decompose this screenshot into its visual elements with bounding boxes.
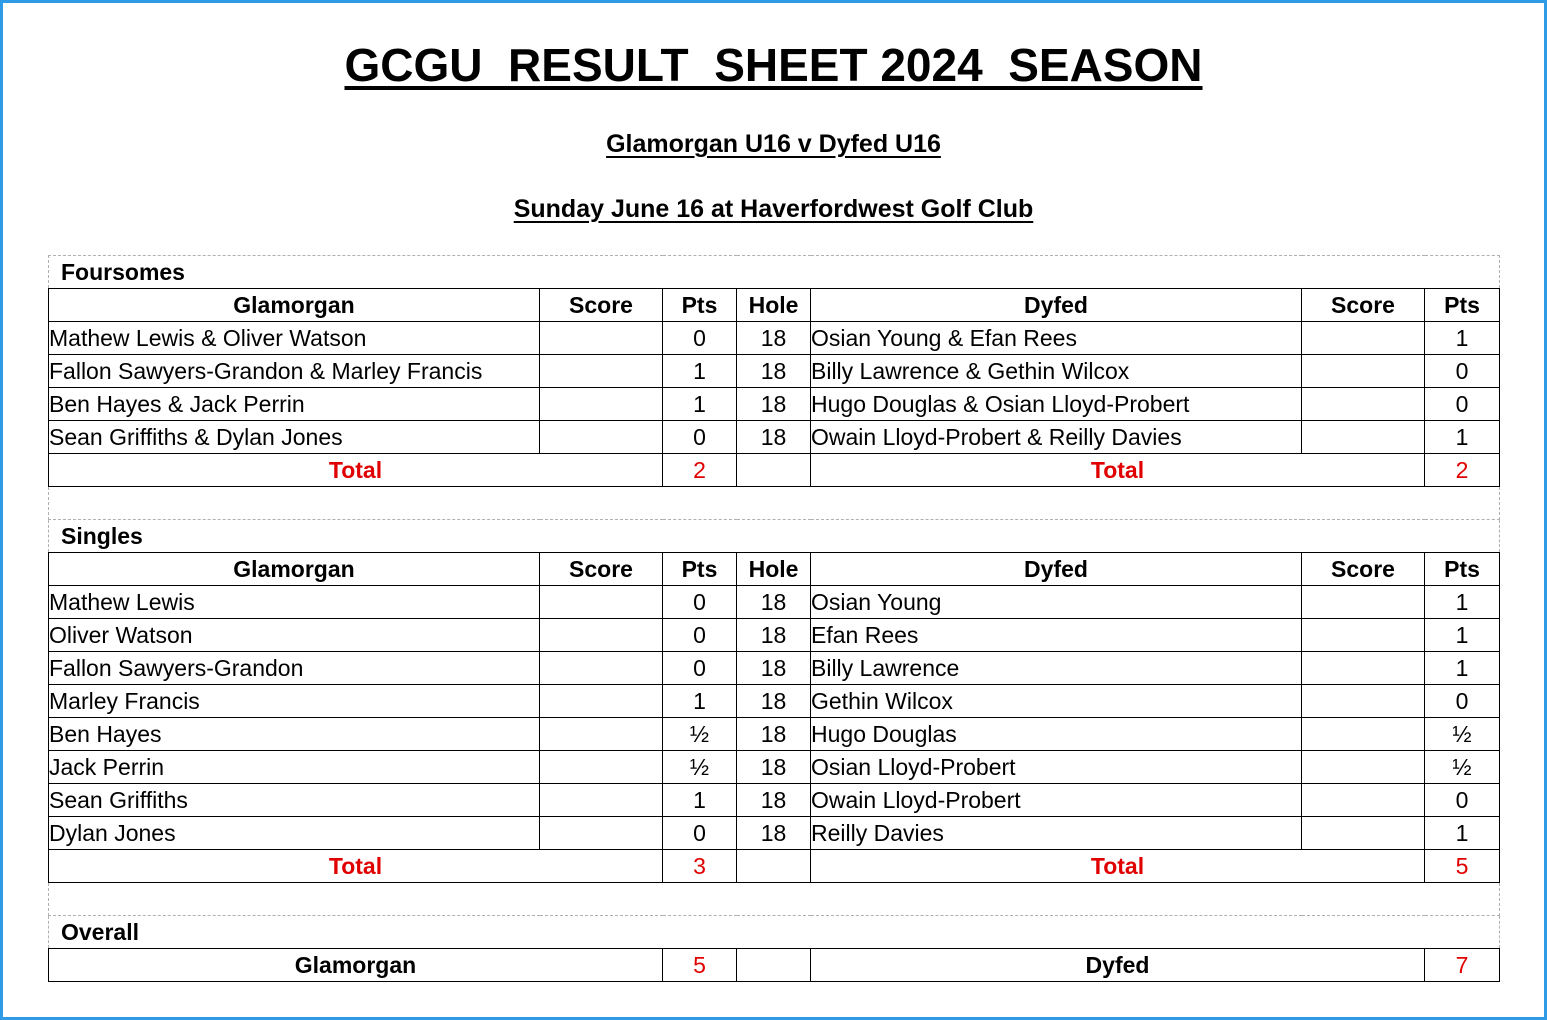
overall-away-team: Dyfed — [811, 949, 1425, 982]
home-pts: 0 — [663, 586, 737, 619]
overall-row — [49, 949, 1500, 982]
away-player: Hugo Douglas — [811, 718, 1302, 751]
home-pts: 1 — [663, 355, 737, 388]
header-away-pts: Pts — [1425, 289, 1500, 322]
home-pts: 0 — [663, 652, 737, 685]
away-player: Osian Lloyd-Probert — [811, 751, 1302, 784]
away-total-pts: 5 — [1425, 850, 1500, 883]
foursomes-total-row — [49, 454, 1500, 487]
home-score — [540, 322, 663, 355]
overall-label: Overall — [49, 916, 1500, 949]
away-pts: 0 — [1425, 784, 1500, 817]
home-player: Mathew Lewis — [49, 586, 540, 619]
away-total-label: Total — [811, 454, 1425, 487]
total-hole-blank — [737, 454, 811, 487]
away-total-label: Total — [811, 850, 1425, 883]
hole: 18 — [737, 784, 811, 817]
table-row — [49, 355, 1500, 388]
home-score — [540, 751, 663, 784]
overall-hole-blank — [737, 949, 811, 982]
home-score — [540, 685, 663, 718]
section-spacer — [49, 487, 1500, 520]
home-score — [540, 619, 663, 652]
table-row — [49, 322, 1500, 355]
header-home-pts: Pts — [663, 289, 737, 322]
result-table — [48, 255, 1500, 982]
home-score — [540, 718, 663, 751]
away-pts: 0 — [1425, 355, 1500, 388]
header-home-score: Score — [540, 289, 663, 322]
away-pts: 1 — [1425, 322, 1500, 355]
home-pts: 0 — [663, 619, 737, 652]
away-player: Osian Young — [811, 586, 1302, 619]
away-score — [1302, 751, 1425, 784]
overall-home-pts: 5 — [663, 949, 737, 982]
section-spacer — [49, 883, 1500, 916]
away-pts: 1 — [1425, 817, 1500, 850]
overall-section-header — [49, 916, 1500, 949]
home-score — [540, 355, 663, 388]
away-pts: 1 — [1425, 586, 1500, 619]
table-row — [49, 751, 1500, 784]
foursomes-label: Foursomes — [49, 256, 1500, 289]
table-row — [49, 388, 1500, 421]
away-pts: ½ — [1425, 751, 1500, 784]
table-row — [49, 586, 1500, 619]
table-row — [49, 619, 1500, 652]
header-away-score: Score — [1302, 553, 1425, 586]
home-score — [540, 652, 663, 685]
hole: 18 — [737, 421, 811, 454]
away-pts: 1 — [1425, 652, 1500, 685]
home-player: Mathew Lewis & Oliver Watson — [49, 322, 540, 355]
hole: 18 — [737, 388, 811, 421]
table-row — [49, 718, 1500, 751]
away-score — [1302, 421, 1425, 454]
foursomes-section-header — [49, 256, 1500, 289]
away-player: Billy Lawrence — [811, 652, 1302, 685]
total-hole-blank — [737, 850, 811, 883]
away-pts: 0 — [1425, 685, 1500, 718]
home-pts: ½ — [663, 718, 737, 751]
home-player: Marley Francis — [49, 685, 540, 718]
home-player: Sean Griffiths & Dylan Jones — [49, 421, 540, 454]
page-title: GCGU RESULT SHEET 2024 SEASON — [344, 39, 1203, 91]
table-row — [49, 421, 1500, 454]
home-score — [540, 388, 663, 421]
table-row — [49, 784, 1500, 817]
header-home-team: Glamorgan — [49, 289, 540, 322]
home-total-pts: 3 — [663, 850, 737, 883]
home-player: Dylan Jones — [49, 817, 540, 850]
home-player: Fallon Sawyers-Grandon — [49, 652, 540, 685]
singles-section-header — [49, 520, 1500, 553]
home-score — [540, 784, 663, 817]
header-away-team: Dyfed — [811, 553, 1302, 586]
header-hole: Hole — [737, 553, 811, 586]
home-pts: 0 — [663, 421, 737, 454]
away-player: Owain Lloyd-Probert — [811, 784, 1302, 817]
away-player: Hugo Douglas & Osian Lloyd-Probert — [811, 388, 1302, 421]
away-score — [1302, 322, 1425, 355]
away-pts: 1 — [1425, 619, 1500, 652]
home-player: Jack Perrin — [49, 751, 540, 784]
away-score — [1302, 586, 1425, 619]
overall-home-team: Glamorgan — [49, 949, 663, 982]
header-away-team: Dyfed — [811, 289, 1302, 322]
home-player: Ben Hayes & Jack Perrin — [49, 388, 540, 421]
match-title: Glamorgan U16 v Dyfed U16 — [606, 130, 941, 158]
hole: 18 — [737, 355, 811, 388]
home-player: Oliver Watson — [49, 619, 540, 652]
away-total-pts: 2 — [1425, 454, 1500, 487]
hole: 18 — [737, 685, 811, 718]
home-total-pts: 2 — [663, 454, 737, 487]
header-home-team: Glamorgan — [49, 553, 540, 586]
away-score — [1302, 817, 1425, 850]
table-row — [49, 817, 1500, 850]
home-pts: 1 — [663, 388, 737, 421]
home-pts: 1 — [663, 685, 737, 718]
header-away-score: Score — [1302, 289, 1425, 322]
header-home-score: Score — [540, 553, 663, 586]
overall-away-pts: 7 — [1425, 949, 1500, 982]
away-pts: ½ — [1425, 718, 1500, 751]
foursomes-column-headers — [49, 289, 1500, 322]
home-score — [540, 586, 663, 619]
home-total-label: Total — [49, 850, 663, 883]
home-player: Ben Hayes — [49, 718, 540, 751]
away-player: Gethin Wilcox — [811, 685, 1302, 718]
home-pts: 0 — [663, 817, 737, 850]
away-player: Efan Rees — [811, 619, 1302, 652]
away-score — [1302, 718, 1425, 751]
header-away-pts: Pts — [1425, 553, 1500, 586]
home-total-label: Total — [49, 454, 663, 487]
away-score — [1302, 685, 1425, 718]
hole: 18 — [737, 586, 811, 619]
singles-label: Singles — [49, 520, 1500, 553]
away-player: Osian Young & Efan Rees — [811, 322, 1302, 355]
hole: 18 — [737, 322, 811, 355]
venue-date: Sunday June 16 at Haverfordwest Golf Club — [513, 195, 1034, 223]
away-score — [1302, 355, 1425, 388]
away-pts: 1 — [1425, 421, 1500, 454]
away-pts: 0 — [1425, 388, 1500, 421]
home-score — [540, 421, 663, 454]
hole: 18 — [737, 751, 811, 784]
home-pts: 0 — [663, 322, 737, 355]
home-pts: 1 — [663, 784, 737, 817]
hole: 18 — [737, 817, 811, 850]
hole: 18 — [737, 652, 811, 685]
home-player: Fallon Sawyers-Grandon & Marley Francis — [49, 355, 540, 388]
away-player: Owain Lloyd-Probert & Reilly Davies — [811, 421, 1302, 454]
header-home-pts: Pts — [663, 553, 737, 586]
home-player: Sean Griffiths — [49, 784, 540, 817]
away-player: Billy Lawrence & Gethin Wilcox — [811, 355, 1302, 388]
singles-column-headers — [49, 553, 1500, 586]
away-score — [1302, 652, 1425, 685]
table-row — [49, 685, 1500, 718]
away-player: Reilly Davies — [811, 817, 1302, 850]
singles-total-row — [49, 850, 1500, 883]
away-score — [1302, 619, 1425, 652]
home-pts: ½ — [663, 751, 737, 784]
hole: 18 — [737, 619, 811, 652]
away-score — [1302, 388, 1425, 421]
home-score — [540, 817, 663, 850]
away-score — [1302, 784, 1425, 817]
hole: 18 — [737, 718, 811, 751]
header-hole: Hole — [737, 289, 811, 322]
table-row — [49, 652, 1500, 685]
